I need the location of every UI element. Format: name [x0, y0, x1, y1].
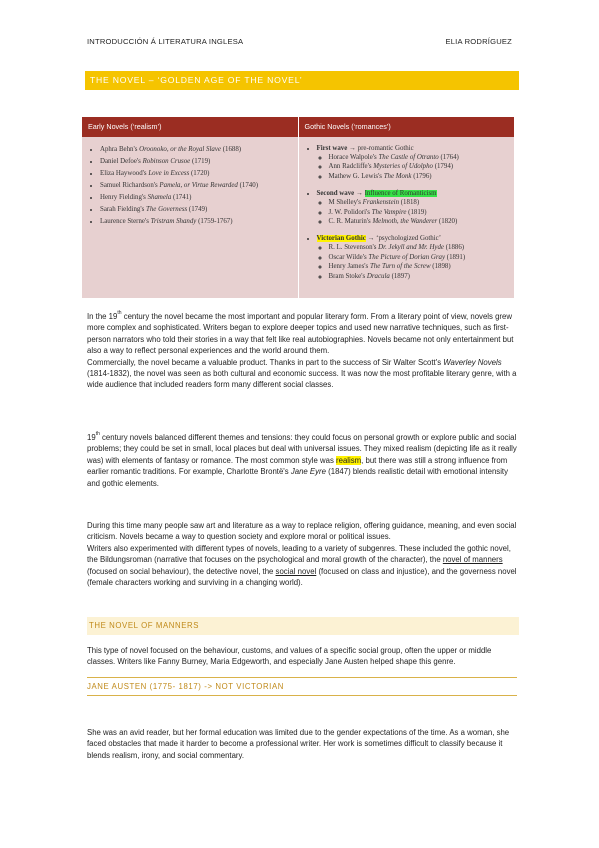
- header-gothic-novels: Gothic Novels (‘romances’): [298, 117, 515, 137]
- second-wave-item: • Second wave → Influence of Romanticism ◦ M Shelley's Frankenstein (1818) ◦ J. W. Polidori's The Vampire (1819) ◦ C. R. Maturin's Melmoth, the Wanderer (1820): [317, 190, 509, 226]
- section-banner: THE NOVEL – ‘GOLDEN AGE OF THE NOVEL’: [85, 71, 519, 90]
- paragraph-commercial: Commercially, the novel became a valuable product. Thanks in part to the success of Sir Walter Scott's Waverley Novels (1814-1832), the novel was seen as both cultural and economic success. It was now the most profitable literary genre, with a wide audience that included readers form many different social classes.: [87, 357, 517, 390]
- list-item: ◦ Oscar Wilde's The Picture of Dorian Gray (1891): [329, 253, 509, 262]
- highlight-romanticism: Influence of Romanticism: [364, 190, 437, 198]
- paragraph-19th-century: In the 19th century the novel became the most important and popular literary form. From a literary point of view, novels grew more complex and sophisticated. Writers began to explore deeper topics and used new narrative techniques, such as first-person narrators who told their stories in a way that felt like real autobiographies. Novels became not only entertainment but also a way to reflect personal experiences and the world around them.: [87, 310, 514, 356]
- list-item: ◦ R. L. Stevenson's Dr. Jekyll and Mr. Hyde (1886): [329, 243, 509, 252]
- header-early-novels: Early Novels (‘realism’): [88, 122, 162, 131]
- gothic-novels-column: [298, 137, 515, 298]
- paragraph-religion: During this time many people saw art and literature as a way to replace religion, offering guidance, meaning, and even social criticism. Novels became a way to question society and explore moral or political issues.: [87, 521, 517, 542]
- paragraph-austen: She was an avid reader, but her formal education was limited due to the gender expectations of the time. As a woman, she faced obstacles that made it harder to become a professional writer. Her work is sometimes difficult to classify because it blends realism, irony, and social commentary.: [87, 728, 510, 760]
- austen-text: [87, 727, 519, 761]
- novels-table: [82, 117, 514, 298]
- manners-text: [87, 645, 519, 668]
- paragraph-themes: 19th century novels balanced different themes and tensions: they could focus on personal growth or explore public and social problems; they could be set in small, local places but deal with universal issues. They mixed realism (depicting life as it really was) with elements of fantasy or romance. The most common style was realism, but there was still a strong influence from earlier romantic traditions. For example, Charlotte Brontë's Jane Eyre (1847) blends realistic detail with emotional intensity and gothic elements.: [87, 431, 517, 488]
- list-item: ◦ Bram Stoke's Dracula (1897): [329, 272, 509, 281]
- victorian-gothic-item: • Victorian Gothic → ‘psychologized Gothic’ ◦ R. L. Stevenson's Dr. Jekyll and Mr. Hyde (1886) ◦ Oscar Wilde's The Picture of Dorian Gray (1891) ◦ Henry James's The Turn of the Screw (1898) ◦ Bram Stoke's Dracula (1897): [317, 235, 509, 281]
- list-item: • Eliza Haywood's Love in Excess (1720): [100, 170, 292, 177]
- list-item: ◦ Horace Walpole's The Castle of Otranto (1764): [329, 153, 509, 162]
- page-header: [87, 37, 512, 46]
- paragraph-subgenres: Writers also experimented with different types of novels, leading to a variety of subgenres. These included the gothic novel, the Bildungsroman (narrative that focuses on the psychological and moral growth of the character), the novel of manners (focused on social behaviour), the detective novel, the social novel (focused on class and injustice), and the governess novel (female characters working and surviving in a changing world).: [87, 543, 517, 588]
- highlight-victorian-gothic: Victorian Gothic: [316, 235, 366, 243]
- list-item: • Samuel Richardson's Pamela, or Virtue Rewarded (1740): [100, 182, 292, 189]
- list-item: ◦ Ann Radcliffe's Mysteries of Udolpho (1794): [329, 162, 509, 171]
- list-item: • Sarah Fielding's The Governess (1749): [100, 206, 292, 213]
- manners-heading: THE NOVEL OF MANNERS: [87, 617, 519, 635]
- art-text: [87, 520, 519, 588]
- list-item: ◦ C. R. Maturin's Melmoth, the Wanderer (1820): [329, 217, 509, 226]
- list-item: • Daniel Defoe's Robinson Crusoe (1719): [100, 158, 292, 165]
- list-item: ◦ Mathew G. Lewis's The Monk (1796): [329, 172, 509, 181]
- first-wave-item: • First wave → pre-romantic Gothic ◦ Horace Walpole's The Castle of Otranto (1764) ◦ Ann Radcliffe's Mysteries of Udolpho (1794) ◦ Mathew G. Lewis's The Monk (1796): [317, 145, 509, 181]
- list-item: • Henry Fielding's Shamela (1741): [100, 194, 292, 201]
- highlight-realism: realism: [336, 455, 362, 465]
- early-novels-column: [82, 137, 298, 298]
- course-title: INTRODUCCIÓN Á LITERATURA INGLESA: [87, 37, 244, 46]
- intro-text: [87, 311, 519, 391]
- table-body: [82, 137, 514, 298]
- list-item: ◦ M Shelley's Frankenstein (1818): [329, 198, 509, 207]
- list-item: ◦ J. W. Polidori's The Vampire (1819): [329, 208, 509, 217]
- austen-heading: JANE AUSTEN (1775- 1817) -> NOT VICTORIAN: [87, 677, 517, 696]
- table-header: [82, 117, 514, 137]
- list-item: • Aphra Behn's Oroonoko, or the Royal Slave (1688): [100, 146, 292, 153]
- paragraph-manners: This type of novel focused on the behaviour, customs, and values of a specific social group, often the upper or middle classes. Writers like Fanny Burney, Maria Edgeworth, and especially Jane Austen helped shape this genre.: [87, 646, 492, 667]
- themes-text: [87, 432, 519, 489]
- list-item: ◦ Henry James's The Turn of the Screw (1898): [329, 262, 509, 271]
- author-name: ELIA RODRÍGUEZ: [445, 37, 512, 46]
- list-item: • Laurence Sterne's Tristram Shandy (1759-1767): [100, 218, 292, 225]
